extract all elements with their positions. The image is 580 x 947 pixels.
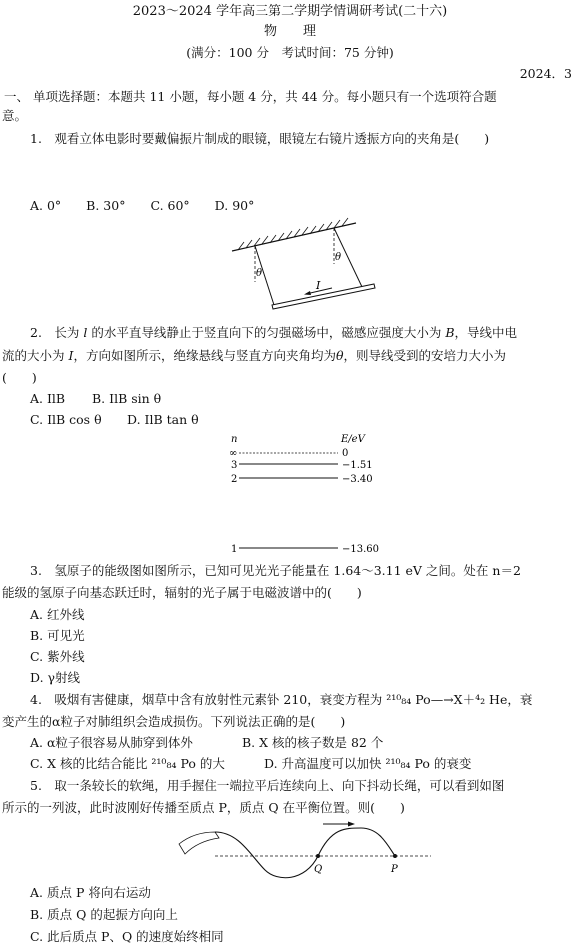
q2-option-c: C. IlB cos θ [30, 412, 102, 427]
q4-stem-line2: 变产生的α粒子对肺组织会造成损伤。下列说法正确的是( ) [2, 714, 346, 729]
q3-stem-line1: 3. 氢原子的能级图如图所示，已知可见光光子能量在 1.64～3.11 eV 之间。处在 n＝2 [30, 563, 521, 578]
exam-info: (满分：100 分 考试时间：75 分钟) [186, 45, 394, 60]
unused-path [215, 832, 433, 856]
q5-option-b: B. 质点 Q 的起振方向向上 [30, 907, 178, 922]
propagation-arrow-head [348, 822, 355, 827]
q3-option-a: A. 红外线 [30, 607, 85, 622]
point-p-dot [393, 854, 397, 858]
section-heading-cont: 意。 [2, 108, 28, 123]
point-q-dot [316, 854, 320, 858]
current-arrow-head [304, 291, 311, 295]
level-3-n: 3 [231, 460, 238, 471]
q2-option-b: B. IlB sin θ [92, 391, 162, 406]
q2-stem-line1: 2. 长为 l 的水平直导线静止于竖直向下的匀强磁场中，磁感应强度大小为 B，导线中电 [30, 325, 518, 340]
wave-curve [215, 828, 395, 878]
point-p-label: P [391, 864, 398, 875]
q5-option-c: C. 此后质点 P、Q 的速度始终相同 [30, 929, 224, 944]
energy-level-diagram [225, 430, 380, 560]
q2-option-a: A. IlB [30, 391, 66, 406]
q4-option-c: C. X 核的比结合能比 ²¹⁰₈₄ Po 的大 [30, 756, 225, 771]
subject-title: 物 理 [263, 24, 316, 39]
q5-stem-line2: 所示的一列波，此时波刚好传播至质点 P，质点 Q 在平衡位置。则( ) [2, 800, 405, 815]
n-axis-label: n [231, 434, 238, 445]
q4-option-a: A. α粒子很容易从肺穿到体外 [30, 735, 193, 750]
hand-icon [179, 832, 219, 854]
q4-option-d: D. 升高温度可以加快 ²¹⁰₈₄ Po 的衰变 [264, 756, 472, 771]
current-label: I [316, 279, 321, 292]
q3-option-b: B. 可见光 [30, 628, 85, 643]
q5-stem-line1: 5. 取一条较长的软绳，用手握住一端拉平后连续向上、向下抖动长绳，可以看到如图 [30, 778, 505, 793]
rope-wave-figure [175, 818, 437, 880]
exam-title: 2023～2024 学年高三第二学期学情调研考试(二十六) [132, 4, 448, 19]
q5-option-a: A. 质点 P 将向右运动 [30, 885, 151, 900]
q3-option-d: D. γ射线 [30, 670, 80, 685]
q3-option-c: C. 紫外线 [30, 649, 85, 664]
level-1-n: 1 [231, 544, 238, 555]
q1-options: A. 0° B. 30° C. 60° D. 90° [30, 198, 255, 213]
q4-option-b: B. X 核的核子数是 82 个 [242, 735, 384, 750]
ceiling-hatch [238, 218, 348, 250]
q4-stem-line1: 4. 吸烟有害健康，烟草中含有放射性元素钋 210，衰变方程为 ²¹⁰₈₄ Po—→X＋⁴₂ He，衰 [30, 692, 533, 707]
point-q-label: Q [314, 864, 323, 875]
q2-stem-line2: 流的大小为 I，方向如图所示，绝缘悬线与竖直方向夹角均为θ，则导线受到的安培力大小为 [2, 348, 506, 363]
q3-stem-line2: 能级的氢原子向基态跃迁时，辐射的光子属于电磁波谱中的( ) [2, 585, 362, 600]
level-1-e: −13.60 [342, 544, 380, 555]
q2-stem-line3: ( ) [2, 370, 37, 385]
level-2-e: −3.40 [342, 474, 373, 485]
section-heading: 一、 单项选择题：本题共 11 小题，每小题 4 分，共 44 分。每小题只有一个选项符合题 [4, 89, 497, 104]
conducting-rod [272, 284, 375, 309]
theta-left-label: θ [256, 268, 263, 279]
exam-date: 2024．3 [519, 66, 572, 81]
wire-figure [228, 220, 388, 320]
level-infinity-n: ∞ [229, 448, 238, 459]
level-infinity-e: 0 [342, 448, 349, 459]
theta-right-label: θ [335, 252, 342, 263]
q2-option-d: D. IlB tan θ [127, 412, 199, 427]
level-3-e: −1.51 [342, 460, 373, 471]
level-2-n: 2 [231, 474, 238, 485]
q1-stem: 1. 观看立体电影时要戴偏振片制成的眼镜，眼镜左右镜片透振方向的夹角是( ) [30, 131, 490, 146]
energy-axis-label: E/eV [341, 434, 365, 445]
